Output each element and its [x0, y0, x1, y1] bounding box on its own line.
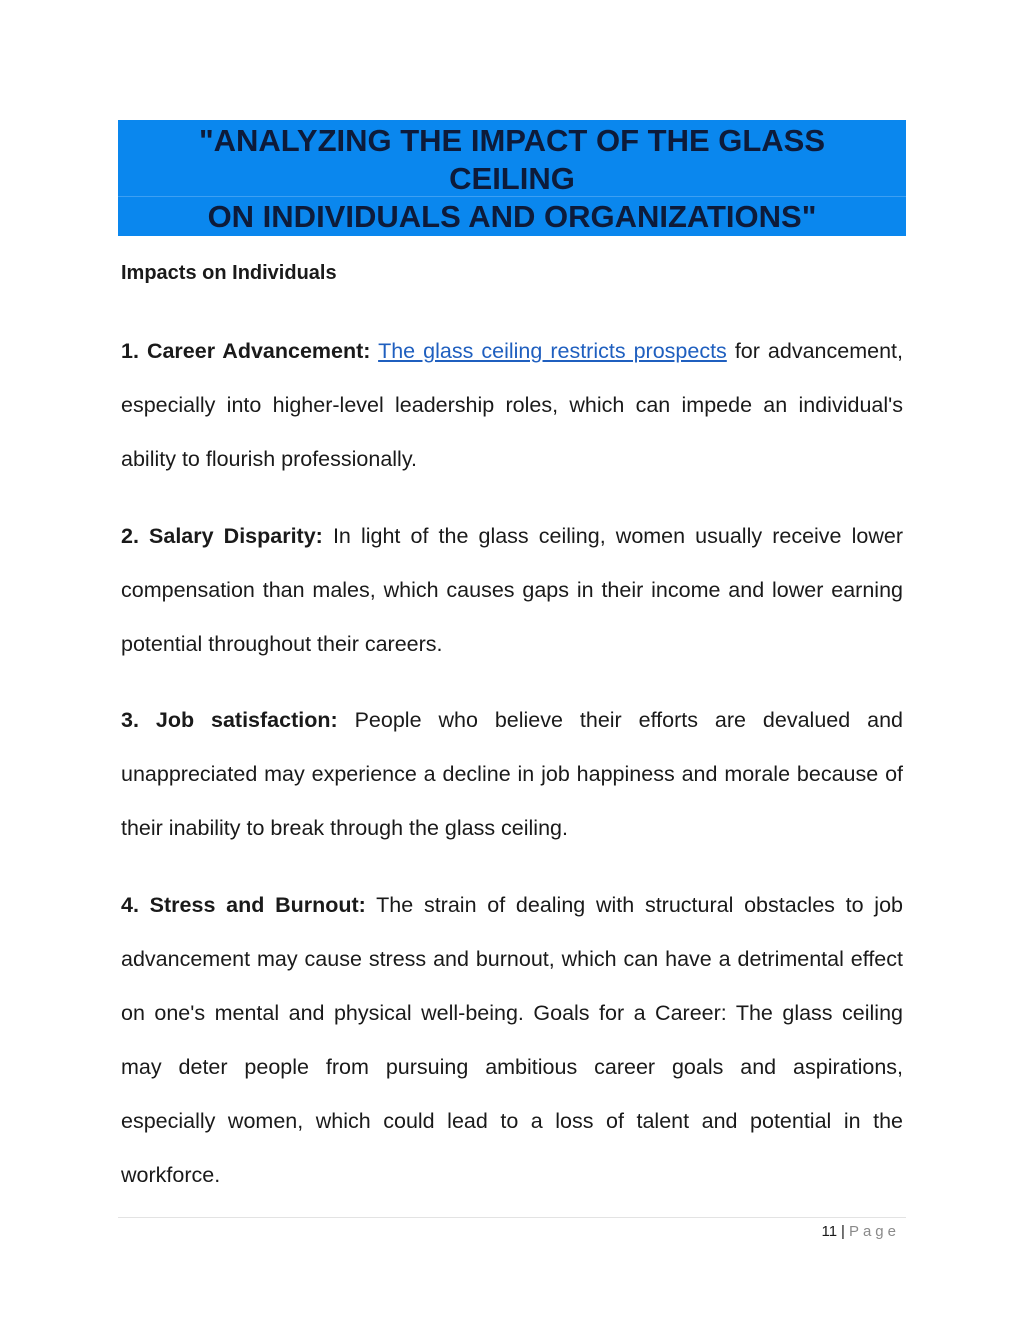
footer-rule — [118, 1217, 906, 1218]
page-word: Page — [848, 1223, 900, 1240]
page-number-value: 11 — [821, 1223, 838, 1240]
paragraph-body: People who believe their efforts are devalued and unappreciated may experience a decline in job happiness and morale because of their inability to break through the glass ceiling. — [121, 708, 903, 840]
paragraph-body: for advancement, especially into higher-level leadership roles, which can impede an individual's ability to flourish professionally. — [121, 339, 903, 471]
page-number — [821, 1222, 900, 1242]
glass-ceiling-link[interactable]: The glass ceiling restricts prospects — [378, 339, 727, 363]
paragraph-career-advancement — [121, 324, 903, 486]
paragraph-lead: 3. Job satisfaction: — [121, 708, 338, 732]
section-heading: Impacts on Individuals — [121, 262, 337, 284]
paragraph-lead: 1. Career Advancement: — [121, 339, 371, 363]
page-number-separator: | — [841, 1223, 845, 1240]
paragraph-body: The strain of dealing with structural obstacles to job advancement may cause stress and burnout, which can have a detrimental effect on one's mental and physical well-being. Goals for a Career: The glass ceiling may deter people from pursuing ambitious career goals and aspirations, especially women, which could lead to a loss of talent and potential in the workforce. — [121, 893, 903, 1187]
paragraph-stress-burnout — [121, 878, 903, 1202]
paragraph-lead: 2. Salary Disparity: — [121, 524, 323, 548]
document-title-line-1: "ANALYZING THE IMPACT OF THE GLASS — [198, 123, 826, 158]
paragraph-body: In light of the glass ceiling, women usually receive lower compensation than males, which causes gaps in their income and lower earning potential throughout their careers. — [121, 524, 903, 656]
paragraph-job-satisfaction — [121, 693, 903, 855]
paragraph-salary-disparity — [121, 509, 903, 671]
document-title-line-3: ON INDIVIDUALS AND ORGANIZATIONS" — [207, 199, 817, 234]
document-title-line-2: CEILING — [449, 161, 575, 196]
paragraph-lead: 4. Stress and Burnout: — [121, 893, 366, 917]
